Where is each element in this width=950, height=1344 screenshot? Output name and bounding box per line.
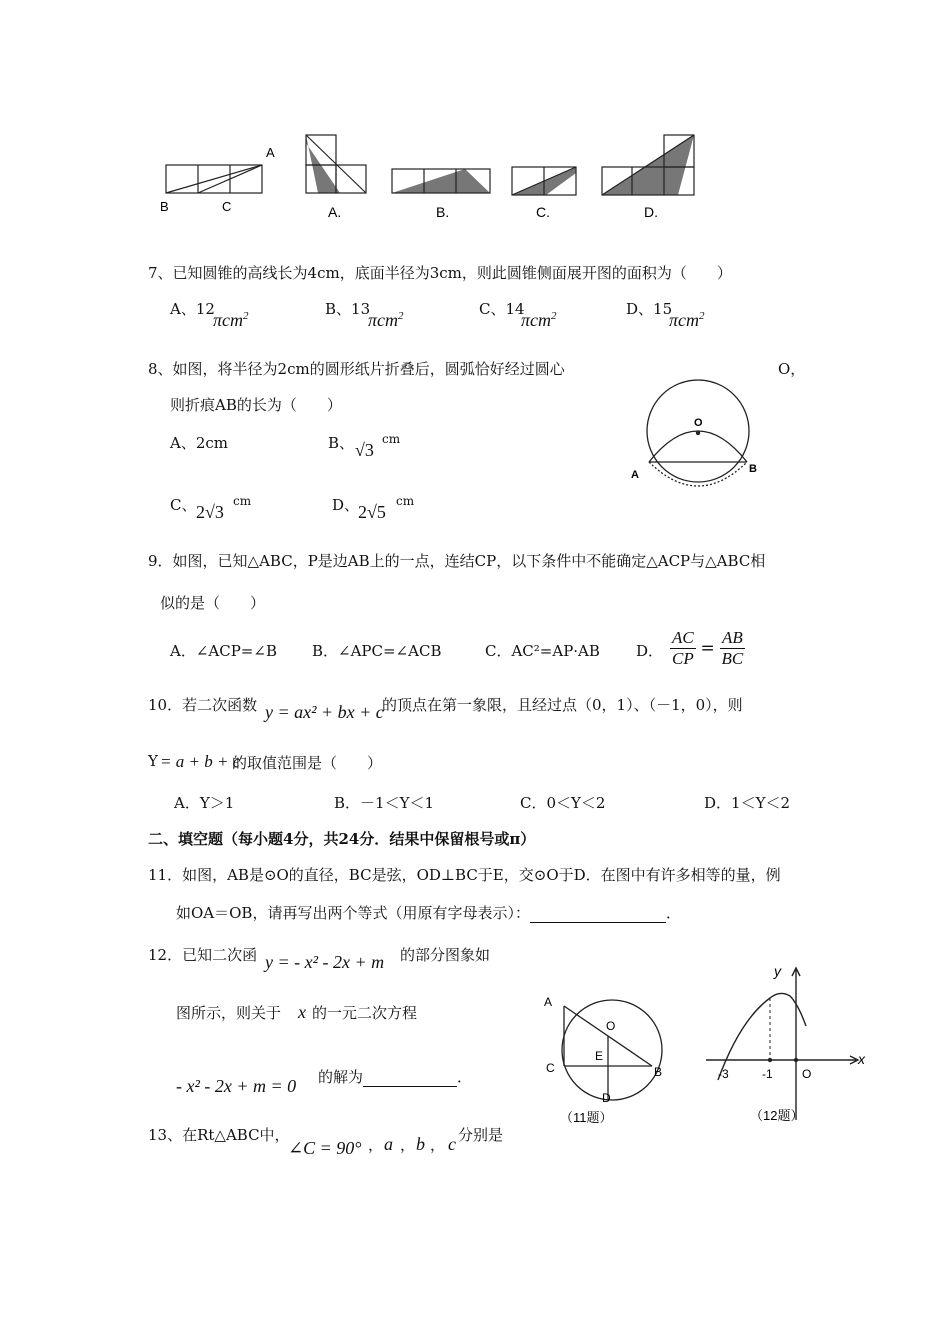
q8-option-c-unit: cm: [233, 494, 252, 508]
q8-option-c-label: C、: [170, 496, 197, 514]
q12-answer-blank[interactable]: [363, 1068, 457, 1087]
q9-equals: =: [700, 638, 715, 659]
label-c: C: [222, 199, 232, 214]
q12-line2-b: 的一元二次方程: [312, 1004, 418, 1022]
q7-option-c-expr: πcm$^2$: [521, 310, 557, 330]
fig12-label-y: y: [774, 963, 781, 979]
top-figure: [150, 125, 710, 225]
q7-stem: 7、已知圆锥的高线长为4cm，底面半径为3cm，则此圆锥侧面展开图的面积为（ ）: [148, 264, 732, 282]
q8-label-a: A: [631, 469, 639, 481]
option-c-label: C.: [536, 204, 550, 220]
q8-label-o: O: [694, 417, 703, 429]
q13-sep2: ，: [400, 1136, 416, 1154]
q10-expr: y = ax² + bx + c: [265, 702, 384, 722]
q10-stem-a: 10．若二次函数: [148, 696, 258, 714]
q7-option-d: [626, 298, 672, 319]
q11-line2: 如OA＝OB，请再写出两个等式（用原有字母表示）： ．: [176, 904, 681, 922]
section-2-heading: 二、填空题（每小题4分，共24分．结果中保留根号或π）: [148, 830, 536, 848]
q9-fraction-1: $\frac{AC}{CP}$: [672, 628, 694, 668]
q7-option-c-label: C、14: [479, 300, 525, 318]
q13-stem-b: 分别是: [458, 1126, 504, 1144]
q7-option-b-expr: πcm$^2$: [368, 310, 404, 330]
q8-option-b-label: B、: [328, 434, 355, 452]
q8-option-a: A、2cm: [170, 434, 229, 452]
q9-option-a: A．∠ACP=∠B: [170, 642, 277, 660]
fig12-label-m1: -1: [762, 1067, 773, 1081]
q9-option-c: C．AC²=AP·AB: [485, 642, 600, 660]
q8-stem-o: O，: [778, 360, 806, 378]
fig12-caption: （12题）: [750, 1108, 804, 1123]
q9-stem-a: 9．如图，已知△ABC，P是边AB上的一点，连结CP，以下条件中不能确定△ACP与△ABC相: [148, 552, 766, 570]
q7-option-a-label: A、12: [170, 300, 215, 318]
fig11-label-b: B: [654, 1065, 663, 1079]
fig12-label-o: O: [802, 1067, 812, 1081]
fig12-label-x: x: [858, 1051, 865, 1067]
q11-answer-blank[interactable]: [530, 904, 666, 923]
q12-line1-a: 12．已知二次函: [148, 946, 258, 964]
q10-option-b: B．－1＜Y＜1: [334, 794, 435, 812]
q11-line1: 11．如图，AB是⊙O的直径，BC是弦，OD⊥BC于E，交⊙O于D．在图中有许多相等的量，例: [148, 866, 781, 884]
fig11-label-o: O: [606, 1019, 616, 1033]
q7-option-a: [170, 298, 215, 319]
q12-line3-expr: - x² - 2x + m = 0: [176, 1076, 297, 1096]
fig11: [540, 980, 680, 1130]
q13-expr: ∠C = 90°: [288, 1138, 362, 1158]
q7-option-c: [479, 298, 525, 319]
q9-stem-b: 似的是（ ）: [160, 594, 266, 612]
q7-option-b: [325, 298, 370, 319]
fig11-label-c: C: [546, 1061, 555, 1075]
option-d-label: D.: [644, 204, 658, 220]
q10-line2-b: 的取值范围是（ ）: [232, 754, 383, 772]
fig11-label-a: A: [544, 995, 553, 1009]
q10-option-d: D．1＜Y＜2: [704, 794, 791, 812]
option-a-label: A.: [328, 204, 342, 220]
q9-option-b: B．∠APC=∠ACB: [312, 642, 442, 660]
reference-grid: [166, 165, 262, 193]
fig11-label-e: E: [595, 1049, 604, 1063]
q9-option-d-label: D．: [636, 642, 664, 660]
q9-fraction-2: $\frac{AB}{BC}$: [721, 628, 744, 668]
q8-stem-a: 8、如图，将半径为2cm的圆形纸片折叠后，圆弧恰好经过圆心: [148, 360, 565, 378]
q13-stem-a: 13、在Rt△ABC中，: [148, 1126, 290, 1144]
q10-line2-expr: = a + b + c: [160, 752, 241, 771]
q12-expr: y = - x² - 2x + m: [265, 952, 385, 972]
q8-option-b-unit: cm: [382, 432, 401, 446]
q12-line1-b: 的部分图象如: [400, 946, 491, 964]
q10-stem-b: 的顶点在第一象限，且经过点（0，1）、（－1，0），则: [382, 696, 743, 714]
q8-option-d-label: D、: [332, 496, 360, 514]
option-c-shape: [512, 167, 576, 195]
q10-option-a: A．Y＞1: [174, 794, 235, 812]
q13-var-b: b: [416, 1134, 425, 1154]
option-d-shape: [602, 135, 694, 195]
option-a-shape: [306, 135, 366, 193]
q10-option-c: C．0＜Y＜2: [520, 794, 606, 812]
label-a: A: [266, 145, 275, 160]
q7-option-a-expr: πcm$^2$: [213, 310, 249, 330]
q12-var-x: x: [298, 1002, 306, 1022]
q8-option-d-unit: cm: [396, 494, 415, 508]
fig12: [700, 960, 870, 1130]
q13-var-a: a: [384, 1134, 393, 1154]
label-b: B: [160, 199, 169, 214]
q12-line2-a: 图所示，则关于: [176, 1004, 282, 1022]
q9-option-d-expr: [670, 628, 745, 669]
fig11-caption: （11题）: [560, 1110, 613, 1125]
q13-sep1: ，: [368, 1136, 384, 1154]
q8-option-d-expr: 2√5: [358, 502, 386, 522]
fig12-label-m3: -3: [718, 1067, 729, 1081]
q10-line2-a: Y: [148, 752, 158, 770]
q8-option-c-expr: 2√3: [196, 502, 224, 522]
fig11-label-d: D: [602, 1091, 611, 1105]
q12-line3: 的解为 ．: [318, 1068, 473, 1086]
option-b-label: B.: [436, 204, 450, 220]
q7-option-b-label: B、13: [325, 300, 371, 318]
q8-figure: [625, 378, 775, 488]
q7-option-d-expr: πcm$^2$: [669, 310, 705, 330]
q13-sep3: ，: [430, 1136, 446, 1154]
q8-option-b-expr: √3: [355, 440, 374, 460]
option-b-shape: [392, 169, 490, 193]
q8-label-b: B: [749, 463, 757, 475]
q7-option-d-label: D、15: [626, 300, 673, 318]
q13-var-c: c: [448, 1134, 456, 1154]
q8-stem-b: 则折痕AB的长为（ ）: [170, 396, 342, 414]
